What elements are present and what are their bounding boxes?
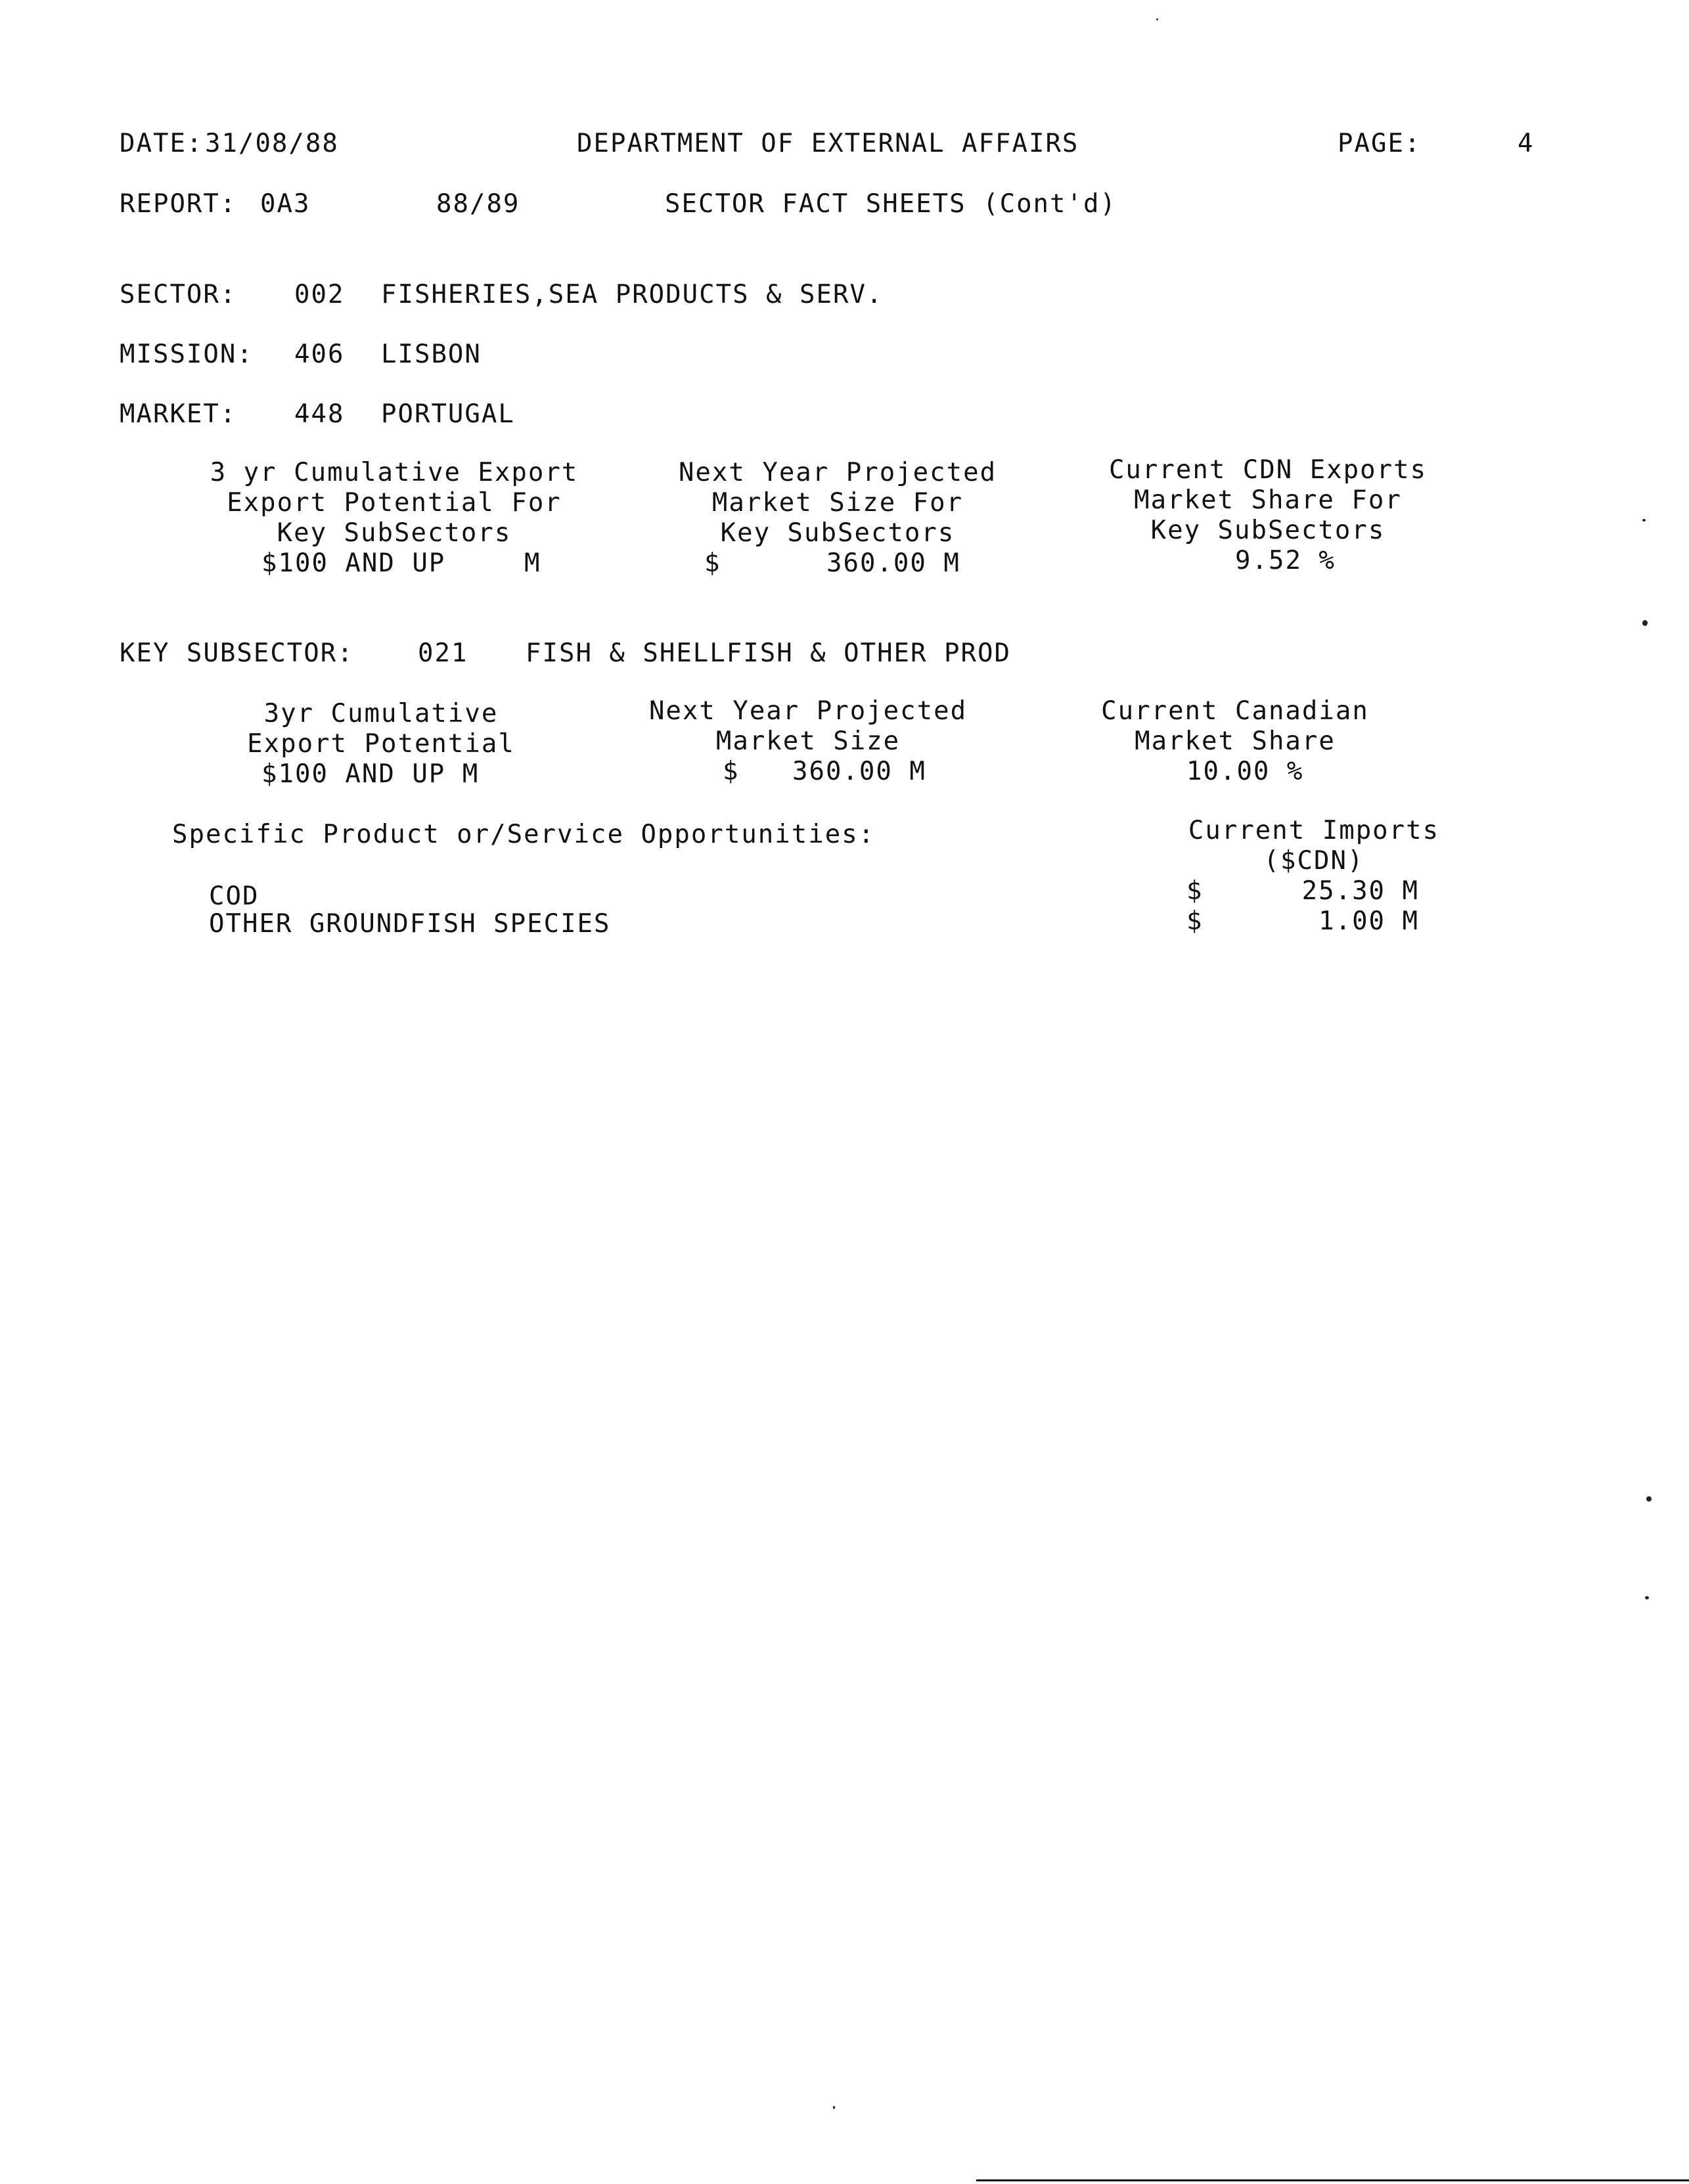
subsector-market-size-currency: $ [723,757,740,786]
export-potential-heading-2: Export Potential For [227,488,562,518]
key-subsector-label: KEY SUBSECTOR: [120,638,354,668]
report-title: SECTOR FACT SHEETS (Cont'd) [665,189,1117,219]
market-share-heading-1: Current CDN Exports [1108,455,1428,485]
market-label: MARKET: [120,399,237,429]
import-currency: $ [1186,876,1204,906]
key-subsector-code: 021 [418,638,468,668]
subsector-export-value: $100 AND UP M [261,759,480,789]
import-currency: $ [1186,906,1204,936]
subsector-export-heading-2: Export Potential [247,729,515,759]
market-size-heading-1: Next Year Projected [678,458,997,487]
mission-code: 406 [294,340,345,369]
sector-name: FISHERIES,SEA PRODUCTS & SERV. [381,280,884,309]
subsector-market-share-heading-1: Current Canadian [1101,696,1369,726]
product-name: COD [209,881,259,911]
export-potential-unit: M [524,548,541,578]
market-size-heading-2: Market Size For [711,488,964,518]
page-label: PAGE: [1338,129,1422,158]
market-size-heading-3: Key SubSectors [720,518,955,548]
mission-label: MISSION: [120,340,254,369]
page-number: 4 [1518,129,1535,158]
report-code: 0A3 [260,189,311,219]
scan-speck [833,2106,835,2109]
subsector-market-size-value: 360.00 M [792,757,926,786]
sector-label: SECTOR: [120,280,237,309]
scan-speck [1642,620,1648,626]
market-size-currency: $ [704,548,721,578]
market-size-value: 360.00 M [826,548,960,578]
export-potential-heading-1: 3 yr Cumulative Export [210,458,579,487]
scan-speck [1156,18,1158,20]
report-label: REPORT: [120,189,237,219]
export-potential-heading-3: Key SubSectors [277,518,512,548]
imports-heading-2: ($CDN) [1263,846,1364,876]
page-edge-line [976,2179,1689,2181]
subsector-market-share-heading-2: Market Share [1135,726,1336,756]
imports-heading-1: Current Imports [1188,816,1440,845]
subsector-market-share-value: 10.00 % [1186,757,1304,786]
report-year: 88/89 [436,189,520,219]
market-share-value: 9.52 % [1235,546,1336,575]
market-code: 448 [294,399,345,429]
sector-code: 002 [294,280,345,309]
date-value: 31/08/88 [205,129,339,158]
subsector-market-size-heading-1: Next Year Projected [648,696,968,726]
subsector-market-size-heading-2: Market Size [715,726,901,756]
import-value: 25.30 M [1301,876,1419,906]
import-value: 1.00 M [1318,906,1419,936]
scan-speck [1645,1596,1649,1599]
key-subsector-name: FISH & SHELLFISH & OTHER PROD [526,638,1011,668]
mission-name: LISBON [381,340,482,369]
market-share-heading-3: Key SubSectors [1150,516,1385,545]
export-potential-value: $100 AND UP [261,548,446,578]
market-share-heading-2: Market Share For [1134,485,1402,515]
opportunities-heading: Specific Product or/Service Opportunities: [172,820,876,849]
product-name: OTHER GROUNDFISH SPECIES [209,909,611,939]
subsector-export-heading-1: 3yr Cumulative [263,699,499,728]
date-label: DATE: [120,129,204,158]
market-name: PORTUGAL [381,399,515,429]
scan-speck [1646,1496,1652,1502]
scan-speck [1642,519,1646,522]
department-title: DEPARTMENT OF EXTERNAL AFFAIRS [577,129,1079,158]
